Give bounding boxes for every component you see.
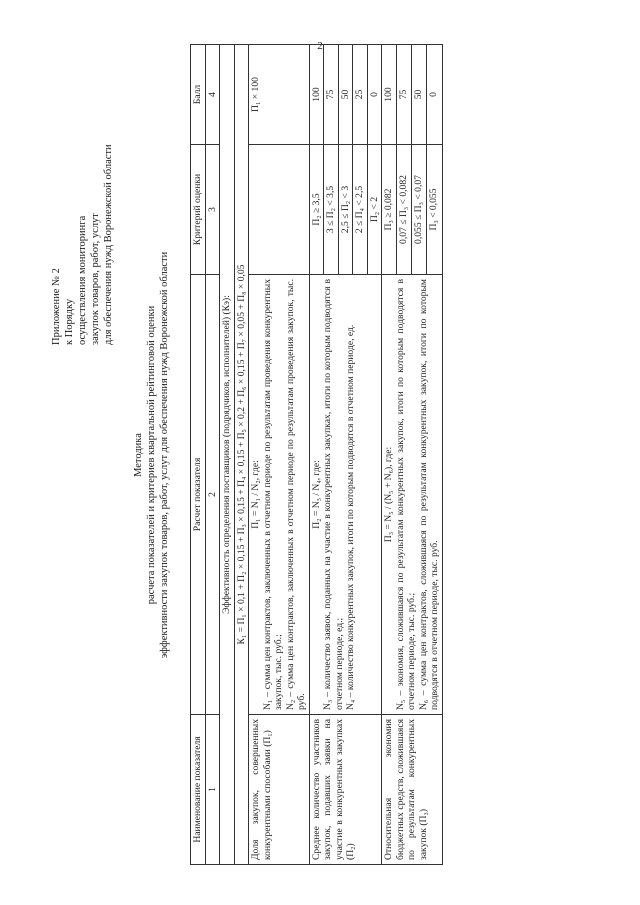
indicator-calculation <box>382 275 443 715</box>
col-number: 3 <box>205 145 220 275</box>
metrics-table <box>190 44 443 865</box>
criteria-cell: П₂ < 2 <box>367 145 382 275</box>
section-title-row <box>220 45 235 865</box>
title-line: расчета показателей и критериев квартальной рейтинговой оценки <box>146 305 157 605</box>
table-row <box>382 45 397 865</box>
score-cell: 25 <box>353 45 368 145</box>
rotated-sheet <box>50 45 590 865</box>
criteria-cell: П₂ ≥ 3,5 <box>309 145 324 275</box>
appendix-line: закупок товаров, работ, услут <box>90 213 101 345</box>
col-number: 2 <box>205 275 220 715</box>
title-line: Методика <box>133 433 144 477</box>
score-cell: 75 <box>397 45 412 145</box>
score-cell: 50 <box>412 45 427 145</box>
k-formula: К₁ = П₁ × 0,1 + П₂ × 0,15 + П₃ × 0,15 + П₄ × 0,15 + П₅ × 0,2 + П₆ × 0,15 + П₇ × 0,05 + П₈ × 0,05 <box>234 45 249 865</box>
indicator-calculation <box>249 275 310 715</box>
indicator-formula: П₃ = N₅ / (N₅ + N₆), где: <box>383 446 394 543</box>
score-cell: П₁ × 100 <box>249 45 310 145</box>
criteria-cell: 0,07 ≤ П₃ < 0,082 <box>397 145 412 275</box>
header-score: Балл <box>191 45 206 145</box>
header-indicator-name: Наименование показателя <box>191 715 206 865</box>
score-cell: 0 <box>427 45 442 145</box>
criteria-cell <box>249 145 310 275</box>
appendix-note <box>50 45 115 345</box>
criteria-cell: 3 ≤ П₂ < 3,5 <box>324 145 339 275</box>
indicator-calculation <box>309 275 382 715</box>
k-formula-row <box>234 45 249 865</box>
table-row <box>249 45 310 865</box>
section-title: Эффективность определения поставщиков (подрядчиков, исполнителей) (Кэ): <box>220 45 235 865</box>
col-number: 1 <box>205 715 220 865</box>
criteria-cell: П₃ < 0,055 <box>427 145 442 275</box>
indicator-desc: N₅ – экономия, сложившаяся по результатам конкурентных закупок, итоги по которым подводятся в отчетном периоде, тыс. руб.; <box>394 279 417 710</box>
indicator-formula: П₂ = N₃ / N₄, где: <box>310 460 322 529</box>
criteria-cell: 2,5 ≤ П₂ < 3 <box>338 145 353 275</box>
criteria-cell: 2 ≤ П₄ < 2,5 <box>353 145 368 275</box>
appendix-line: Приложение № 2 <box>51 268 62 345</box>
indicator-desc: N₃ – количество заявок, поданных на участие в конкурентных закупках, итоги по которым подводятся в отчетном периоде, ед.; <box>322 279 345 710</box>
indicator-desc: N₁ – сумма цен контрактов, заключенных в отчетном периоде по результатам проведения конкурентных закупок, тыс. руб.; <box>261 279 284 710</box>
criteria-cell: 0,055 ≤ П₃ < 0,07 <box>412 145 427 275</box>
score-cell: 0 <box>367 45 382 145</box>
score-cell: 75 <box>324 45 339 145</box>
indicator-name: Доля закупок, совершенных конкурентными способами (П₁) <box>249 715 310 865</box>
header-calculation: Расчет показателя <box>191 275 206 715</box>
appendix-line: к Порядку <box>64 298 75 345</box>
header-criteria: Критерий оценки <box>191 145 206 275</box>
table-header-row <box>191 45 206 865</box>
appendix-line: осуществления мониторинга <box>77 215 88 345</box>
indicator-formula: П₁ = N₁ / N₂, где: <box>250 460 261 529</box>
score-cell: 100 <box>382 45 397 145</box>
criteria-cell: П₃ ≥ 0,082 <box>382 145 397 275</box>
col-number: 4 <box>205 45 220 145</box>
appendix-line: для обеспечения нужд Воронежской области <box>103 144 114 345</box>
document-title <box>132 45 171 865</box>
score-cell: 100 <box>309 45 324 145</box>
indicator-name: Относительная экономия бюджетных средств, сложившаяся по результатам конкурентных закупок (П₃) <box>382 715 443 865</box>
indicator-desc: N₆ – сумма цен контрактов, сложившаяся по результатам конкурентных закупок, итоги по которым подводятся в отчетном периоде, тыс. руб. <box>417 279 440 710</box>
page-number: 2 <box>317 40 323 52</box>
title-line: эффективности закупок товаров, работ, услут для обеспечения нужд Воронежской области <box>159 251 170 659</box>
indicator-desc: N₂ – сумма цен контрактов, заключенных в отчетном периоде по результатам проведения закупок, тыс. руб. <box>284 279 307 710</box>
score-cell: 50 <box>338 45 353 145</box>
indicator-desc: N₄ – количество конкурентных закупок, итоги по которым подводятся в отчетном периоде, ед. <box>345 324 356 710</box>
column-number-row <box>205 45 220 865</box>
table-row <box>309 45 324 865</box>
indicator-name: Среднее количество участников закупок, подавших заявки на участие в конкурентных закупках (П₂) <box>309 715 382 865</box>
